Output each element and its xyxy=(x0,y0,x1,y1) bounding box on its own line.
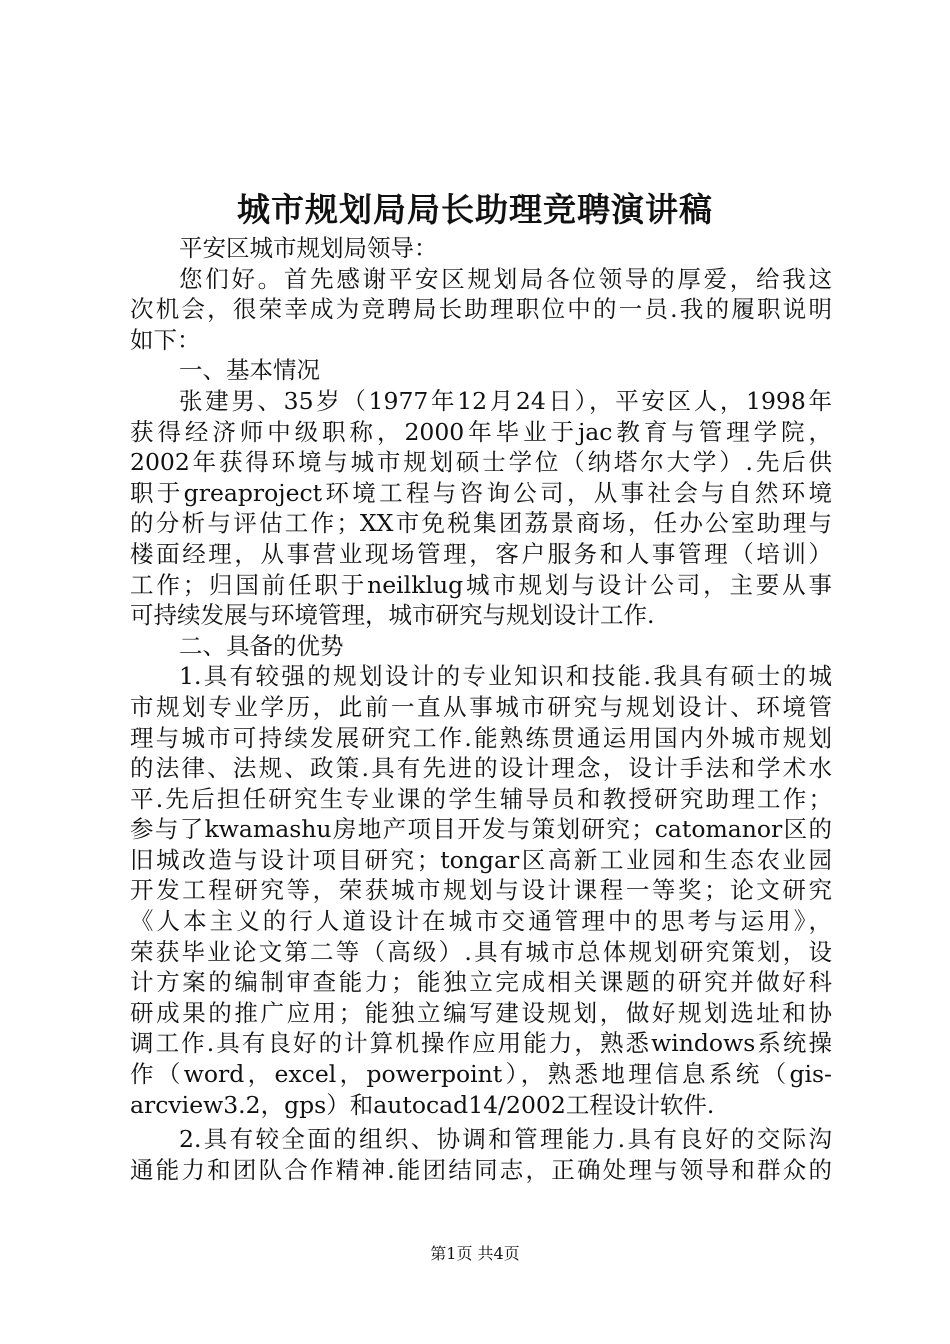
text-line: 开发工程研究等，荣获城市规划与设计课程一等奖；论文研究 xyxy=(130,876,832,905)
text-line: 理与城市可持续发展研究工作.能熟练贯通运用国内外城市规划 xyxy=(130,723,832,752)
text-line: 研成果的推广应用；能独立编写建设规划，做好规划选址和协 xyxy=(130,998,832,1027)
text-line: 参与了kwamashu房地产项目开发与策划研究；catomanor区的 xyxy=(130,815,832,844)
text-line: 如下： xyxy=(130,325,201,354)
document-body xyxy=(130,233,832,1185)
text-line: 职于greaproject环境工程与咨询公司，从事社会与自然环境 xyxy=(130,478,832,507)
text-line: 工作；归国前任职于neilklug城市规划与设计公司，主要从事 xyxy=(130,570,832,599)
text-line: 作（word，excel，powerpoint），熟悉地理信息系统（gis- xyxy=(130,1060,832,1089)
text-line: 可持续发展与环境管理，城市研究与规划设计工作. xyxy=(130,601,655,630)
text-line: 的法律、法规、政策.具有先进的设计理念，设计手法和学术水 xyxy=(130,754,832,783)
text-line: 市规划专业学历，此前一直从事城市研究与规划设计、环境管 xyxy=(130,692,832,721)
text-line: 一、基本情况 xyxy=(179,356,320,385)
text-line: 获得经济师中级职称，2000年毕业于jac教育与管理学院， xyxy=(130,417,832,446)
text-line: 的分析与评估工作；XX市免税集团荔景商场，任办公室助理与 xyxy=(130,509,832,538)
page-footer: 第1页 共4页 xyxy=(430,1244,520,1263)
text-line: 次机会，很荣幸成为竞聘局长助理职位中的一员.我的履职说明 xyxy=(130,295,832,324)
text-line: 1.具有较强的规划设计的专业知识和技能.我具有硕士的城 xyxy=(179,662,832,691)
text-line: 平安区城市规划局领导： xyxy=(179,234,438,262)
text-line: 张建男、35岁（1977年12月24日），平安区人，1998年 xyxy=(179,386,832,415)
text-line: 旧城改造与设计项目研究；tongar区高新工业园和生态农业园 xyxy=(130,845,832,874)
text-line: 平.先后担任研究生专业课的学生辅导员和教授研究助理工作； xyxy=(130,784,832,813)
text-line: 您们好。首先感谢平安区规划局各位领导的厚爱，给我这 xyxy=(179,264,832,293)
text-line: 计方案的编制审查能力；能独立完成相关课题的研究并做好科 xyxy=(130,968,832,997)
text-line: 《人本主义的行人道设计在城市交通管理中的思考与运用》， xyxy=(130,907,832,936)
text-line: arcview3.2，gps）和autocad14/2002工程设计软件. xyxy=(130,1090,715,1119)
text-line: 调工作.具有良好的计算机操作应用能力，熟悉windows系统操 xyxy=(130,1029,832,1058)
text-line: 楼面经理，从事营业现场管理，客户服务和人事管理（培训） xyxy=(130,539,832,568)
text-line: 通能力和团队合作精神.能团结同志，正确处理与领导和群众的 xyxy=(130,1155,832,1184)
text-line: 2.具有较全面的组织、协调和管理能力.具有良好的交际沟 xyxy=(179,1125,832,1154)
text-line: 二、具备的优势 xyxy=(179,631,344,660)
document-title: 城市规划局局长助理竞聘演讲稿 xyxy=(237,190,713,229)
text-line: 荣获毕业论文第二等（高级）.具有城市总体规划研究策划，设 xyxy=(130,937,832,966)
text-line: 2002年获得环境与城市规划硕士学位（纳塔尔大学）.先后供 xyxy=(130,448,832,477)
